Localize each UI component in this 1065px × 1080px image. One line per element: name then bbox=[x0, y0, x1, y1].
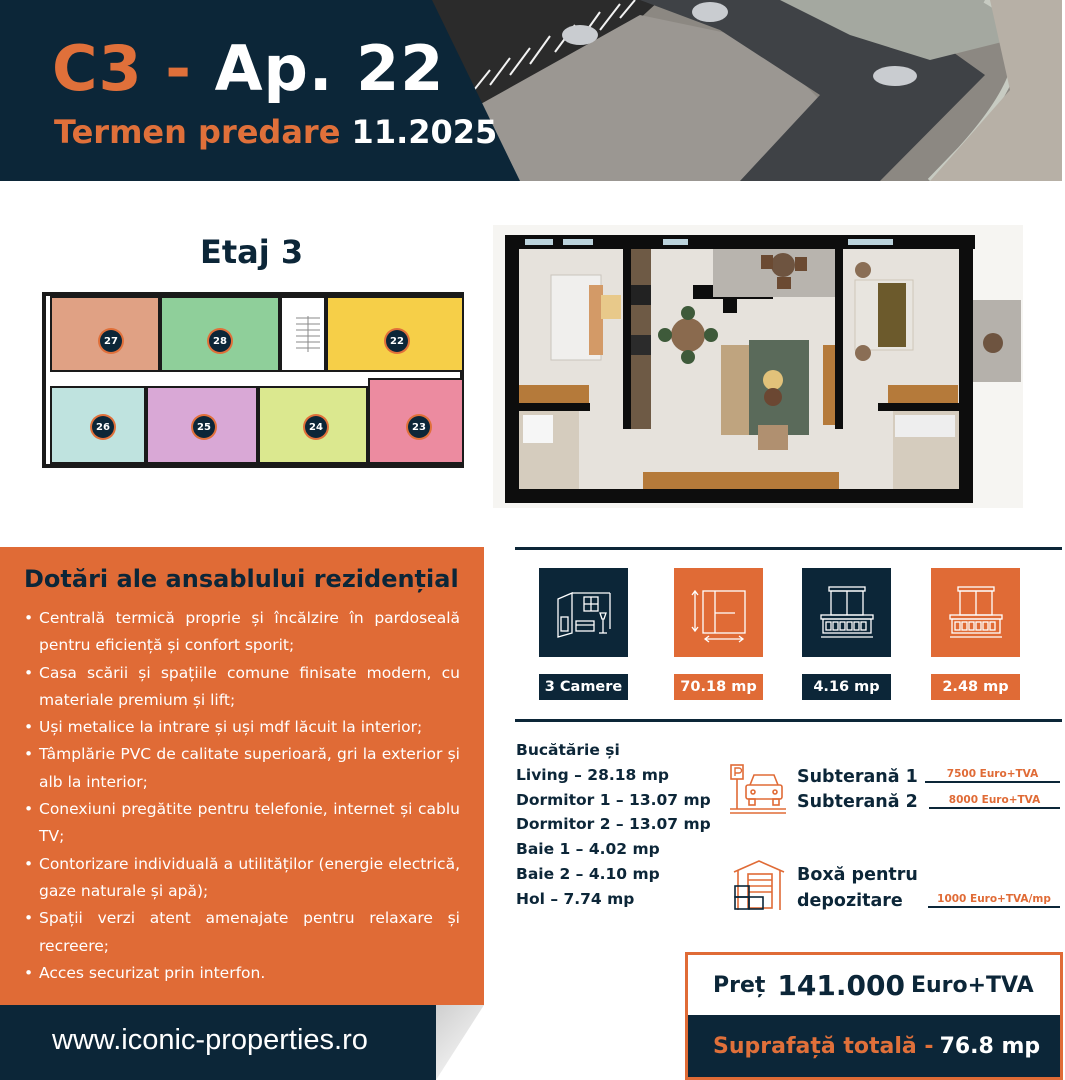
balcony-icon bbox=[802, 568, 891, 657]
unit-badge: 26 bbox=[92, 416, 114, 438]
rooms-count-label: 3 Camere bbox=[539, 674, 628, 700]
amenity-item: • Tâmplărie PVC de calitate superioară, gri la exterior și alb la interior; bbox=[24, 741, 460, 796]
handover-label: Termen predare bbox=[54, 113, 341, 151]
total-area-row bbox=[688, 1015, 1060, 1077]
header-banner bbox=[0, 0, 1065, 181]
unit-badge: 23 bbox=[408, 416, 430, 438]
storage-label-line1: Boxă pentru bbox=[797, 865, 918, 885]
storage-label-line2: depozitare bbox=[797, 891, 903, 911]
parking-option-2-label: Subterană 2 bbox=[797, 792, 918, 812]
apartment-number: Ap. 22 bbox=[214, 32, 445, 105]
amenity-item: • Conexiuni pregătite pentru telefonie, internet și cablu TV; bbox=[24, 796, 460, 851]
unit-badge: 28 bbox=[209, 330, 231, 352]
amenity-item: • Spații verzi atent amenajate pentru relaxare și recreere; bbox=[24, 905, 460, 960]
amenities-section bbox=[0, 547, 484, 1005]
room-areas-list bbox=[516, 738, 711, 912]
apartment-title bbox=[52, 32, 445, 105]
balcony-icon bbox=[931, 568, 1020, 657]
usable-area-label: 70.18 mp bbox=[674, 674, 763, 700]
room-item: Dormitor 1 – 13.07 mp bbox=[516, 790, 711, 809]
amenity-item: • Contorizare individuală a utilităților (energie electrică, gaze naturale și apă); bbox=[24, 851, 460, 906]
total-area-label: Suprafață totală - bbox=[713, 1033, 934, 1059]
unit-27-area[interactable] bbox=[50, 296, 160, 372]
unit-badge: 24 bbox=[305, 416, 327, 438]
parking-icon bbox=[728, 763, 788, 819]
amenity-item: • Casa scării și spațiile comune finisate modern, cu materiale premium și lift; bbox=[24, 660, 460, 715]
amenities-title: Dotări ale ansablului rezidențial bbox=[24, 565, 459, 593]
amenities-list bbox=[24, 605, 460, 987]
room-item: Hol – 7.74 mp bbox=[516, 889, 635, 908]
room-item: Baie 1 – 4.02 mp bbox=[516, 840, 660, 859]
building-code: C3 - bbox=[52, 32, 192, 105]
unit-25-area[interactable] bbox=[146, 386, 258, 464]
balcony-1-area-label: 4.16 mp bbox=[802, 674, 891, 700]
living-room-icon bbox=[539, 568, 628, 657]
floor-area-icon bbox=[674, 568, 763, 657]
unit-24-area[interactable] bbox=[258, 386, 368, 464]
room-item: Bucătărie și bbox=[516, 741, 620, 759]
unit-26-area[interactable] bbox=[50, 386, 146, 464]
staircase-area bbox=[280, 296, 326, 372]
divider-top bbox=[515, 547, 1062, 550]
handover-line bbox=[54, 113, 498, 151]
apartment-layout-render bbox=[493, 225, 1023, 508]
price-box bbox=[685, 952, 1063, 1080]
balcony-2-area-label: 2.48 mp bbox=[931, 674, 1020, 700]
page-fold-decoration bbox=[436, 1005, 484, 1080]
room-item: Living – 28.18 mp bbox=[516, 765, 669, 784]
storage-unit-icon bbox=[732, 858, 786, 916]
price-label: Preț bbox=[713, 972, 766, 998]
floor-title: Etaj 3 bbox=[200, 233, 304, 271]
unit-badge: 25 bbox=[193, 416, 215, 438]
unit-23-area[interactable] bbox=[368, 378, 464, 464]
parking-option-1-label: Subterană 1 bbox=[797, 767, 918, 787]
parking-option-2-price: 8000 Euro+TVA bbox=[929, 794, 1060, 809]
total-area-value: 76.8 mp bbox=[939, 1033, 1041, 1059]
divider-middle bbox=[515, 719, 1062, 722]
price-currency: Euro+TVA bbox=[910, 972, 1034, 998]
price-row bbox=[688, 955, 1060, 1015]
handover-date: 11.2025 bbox=[351, 113, 498, 151]
room-item: Baie 2 – 4.10 mp bbox=[516, 864, 660, 883]
unit-badge: 27 bbox=[100, 330, 122, 352]
website-link[interactable]: www.iconic-properties.ro bbox=[52, 1024, 368, 1056]
unit-28-area[interactable] bbox=[160, 296, 280, 372]
price-value: 141.000 bbox=[777, 968, 905, 1002]
storage-price: 1000 Euro+TVA/mp bbox=[928, 893, 1060, 908]
unit-badge: 22 bbox=[386, 330, 408, 352]
unit-22-area[interactable] bbox=[326, 296, 464, 372]
amenity-item: • Acces securizat prin interfon. bbox=[24, 960, 460, 987]
floor-plan-diagram bbox=[42, 292, 464, 468]
parking-option-1-price: 7500 Euro+TVA bbox=[925, 768, 1060, 783]
amenity-item: • Centrală termică proprie și încălzire în pardoseală pentru eficiență și confort sporit; bbox=[24, 605, 460, 660]
amenity-item: • Uși metalice la intrare și uși mdf lăcuit la interior; bbox=[24, 714, 460, 741]
room-item: Dormitor 2 – 13.07 mp bbox=[516, 815, 711, 834]
